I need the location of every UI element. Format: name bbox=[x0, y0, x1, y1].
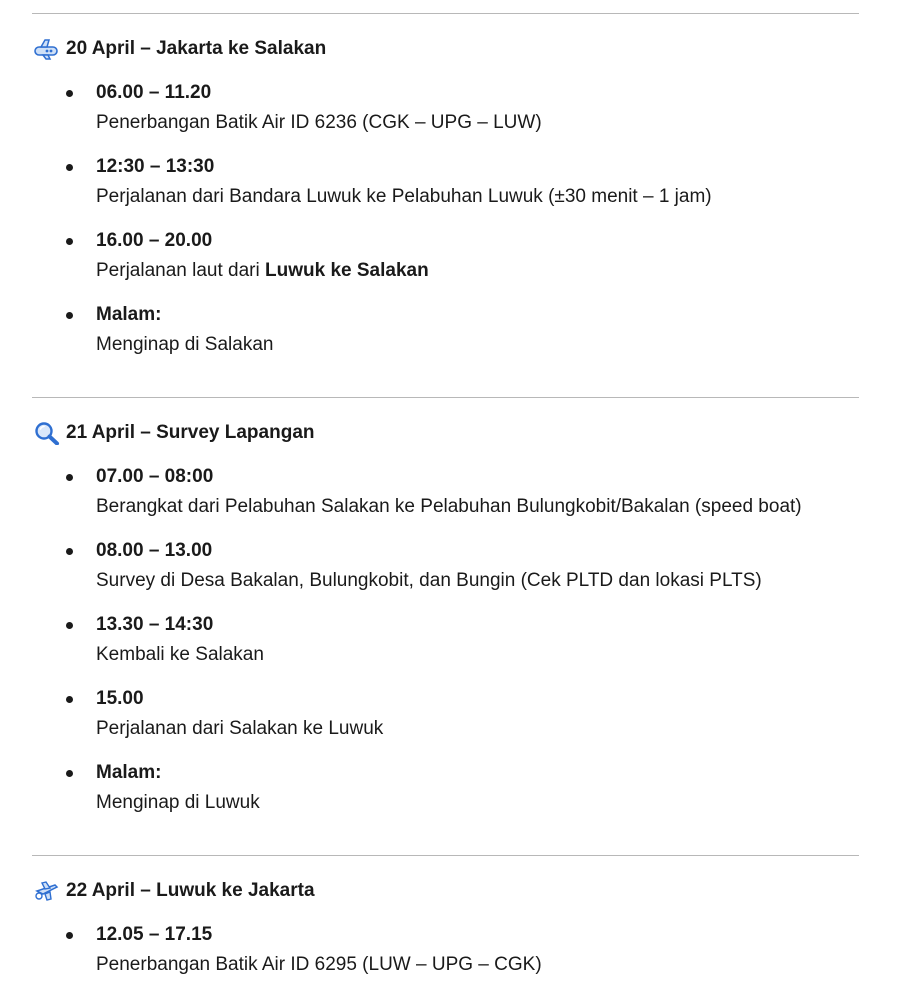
section-heading-day-1 bbox=[34, 35, 326, 63]
bullet-icon bbox=[66, 238, 73, 245]
item-time: 12:30 – 13:30 bbox=[96, 156, 215, 177]
airplane-icon bbox=[34, 37, 60, 61]
item-time: 12.05 – 17.15 bbox=[96, 924, 213, 945]
item-description: Berangkat dari Pelabuhan Salakan ke Pelabuhan Bulungkobit/Bakalan (speed boat) bbox=[96, 496, 802, 517]
item-description-text: Perjalanan laut dari bbox=[96, 260, 265, 281]
section-heading-day-3 bbox=[34, 877, 315, 905]
item-time: 16.00 – 20.00 bbox=[96, 230, 213, 251]
section-title: 20 April – Jakarta ke Salakan bbox=[66, 38, 327, 59]
item-description: Penerbangan Batik Air ID 6236 (CGK – UPG – LUW) bbox=[96, 112, 542, 133]
airplane-return-icon bbox=[34, 879, 60, 903]
bullet-icon bbox=[66, 932, 73, 939]
bullet-icon bbox=[66, 474, 73, 481]
bullet-icon bbox=[66, 548, 73, 555]
item-time: Malam: bbox=[96, 762, 162, 783]
bullet-icon bbox=[66, 770, 73, 777]
item-time: 13.30 – 14:30 bbox=[96, 614, 214, 635]
magnifier-icon bbox=[34, 421, 60, 445]
section-heading-day-2 bbox=[34, 419, 315, 447]
item-description-emphasis: Luwuk ke Salakan bbox=[265, 260, 429, 281]
item-description: Perjalanan dari Salakan ke Luwuk bbox=[96, 718, 384, 739]
item-description: Menginap di Luwuk bbox=[96, 792, 260, 813]
bullet-icon bbox=[66, 312, 73, 319]
section-divider bbox=[32, 397, 859, 398]
section-divider bbox=[32, 13, 859, 14]
item-time: Malam: bbox=[96, 304, 162, 325]
item-description bbox=[96, 258, 429, 284]
bullet-icon bbox=[66, 164, 73, 171]
item-description: Menginap di Salakan bbox=[96, 334, 274, 355]
bullet-icon bbox=[66, 622, 73, 629]
item-description: Perjalanan dari Bandara Luwuk ke Pelabuhan Luwuk (±30 menit – 1 jam) bbox=[96, 186, 712, 207]
item-time: 08.00 – 13.00 bbox=[96, 540, 213, 561]
bullet-icon bbox=[66, 696, 73, 703]
item-description: Penerbangan Batik Air ID 6295 (LUW – UPG – CGK) bbox=[96, 954, 542, 975]
section-divider bbox=[32, 855, 859, 856]
item-time: 07.00 – 08:00 bbox=[96, 466, 214, 487]
section-title: 21 April – Survey Lapangan bbox=[66, 422, 315, 443]
item-description: Kembali ke Salakan bbox=[96, 644, 264, 665]
section-title: 22 April – Luwuk ke Jakarta bbox=[66, 880, 315, 901]
item-time: 15.00 bbox=[96, 688, 144, 709]
bullet-icon bbox=[66, 90, 73, 97]
item-time: 06.00 – 11.20 bbox=[96, 82, 212, 103]
item-description: Survey di Desa Bakalan, Bulungkobit, dan Bungin (Cek PLTD dan lokasi PLTS) bbox=[96, 570, 762, 591]
